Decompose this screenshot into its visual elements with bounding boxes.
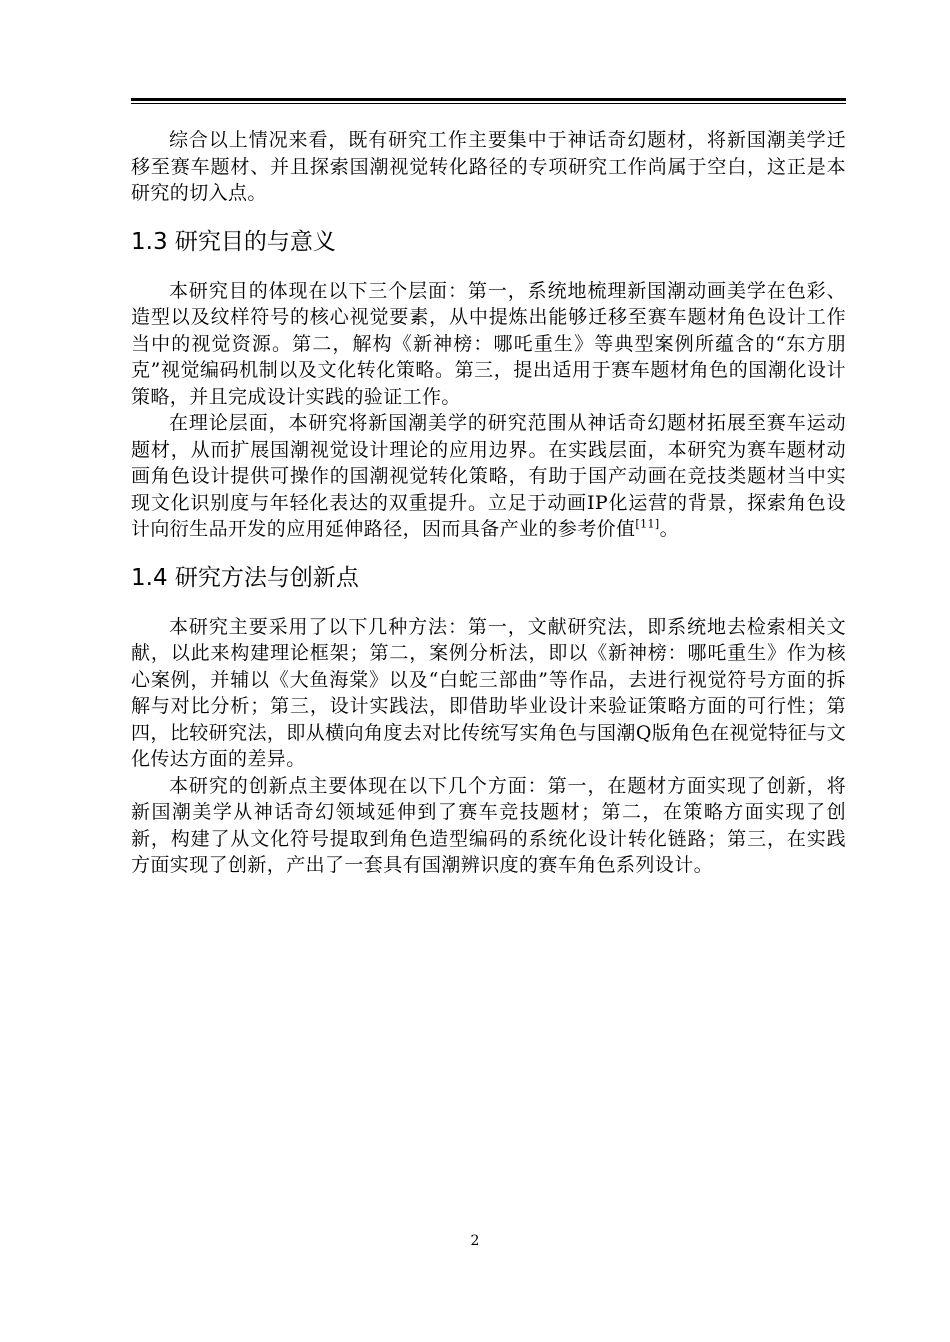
paragraph-purpose-2-text: 在理论层面，本研究将新国潮美学的研究范围从神话奇幻题材拓展至赛车运动题材，从而扩展国潮视觉设计理论的应用边界。在实践层面，本研究为赛车题材动画角色设计提供可操作的国潮视觉转化策略，有助于国产动画在竞技类题材当中实现文化识别度与年轻化表达的双重提升。立足于动画IP化运营的背景，探索角色设计向衍生品开发的应用延伸路径，因而具备产业的参考价值 <box>131 412 846 540</box>
section-heading-1-4: 1.4 研究方法与创新点 <box>131 564 359 591</box>
header-double-rule <box>131 98 846 105</box>
page-number: 2 <box>470 1233 480 1249</box>
header-rule-thick <box>131 98 846 101</box>
paragraph-method-2: 本研究的创新点主要体现在以下几个方面：第一，在题材方面实现了创新，将新国潮美学从神话奇幻领域延伸到了赛车竞技题材；第二，在策略方面实现了创新，构建了从文化符号提取到角色造型编码的系统化设计转化链路；第三，在实践方面实现了创新，产出了一套具有国潮辨识度的赛车角色系列设计。 <box>131 774 846 876</box>
paragraph-purpose-2-end: 。 <box>659 518 679 540</box>
header-rule-thin <box>131 103 846 104</box>
paragraph-purpose-1: 本研究目的体现在以下三个层面：第一，系统地梳理新国潮动画美学在色彩、造型以及纹样符号的核心视觉要素，从中提炼出能够迁移至赛车题材角色设计工作当中的视觉资源。第二，解构《新神榜：哪吒重生》等典型案例所蕴含的“东方朋克”视觉编码机制以及文化转化策略。第三，提出适用于赛车题材角色的国潮化设计策略，并且完成设计实践的验证工作。 <box>131 279 846 408</box>
page-body <box>131 127 846 879</box>
citation-reference: [11] <box>635 517 660 531</box>
paragraph-intro-summary: 综合以上情况来看，既有研究工作主要集中于神话奇幻题材，将新国潮美学迁移至赛车题材、并且探索国潮视觉转化路径的专项研究工作尚属于空白，这正是本研究的切入点。 <box>131 129 846 204</box>
paragraph-method-1: 本研究主要采用了以下几种方法：第一，文献研究法，即系统地去检索相关文献，以此来构建理论框架；第二，案例分析法，即以《新神榜：哪吒重生》作为核心案例，并辅以《大鱼海棠》以及“白蛇三部曲”等作品，去进行视觉符号方面的拆解与对比分析；第三，设计实践法，即借助毕业设计来验证策略方面的可行性；第四，比较研究法，即从横向角度去对比传统写实角色与国潮Q版角色在视觉特征与文化传达方面的差异。 <box>131 615 846 770</box>
paragraph-purpose-2 <box>131 410 846 543</box>
section-heading-1-3: 1.3 研究目的与意义 <box>131 228 336 255</box>
